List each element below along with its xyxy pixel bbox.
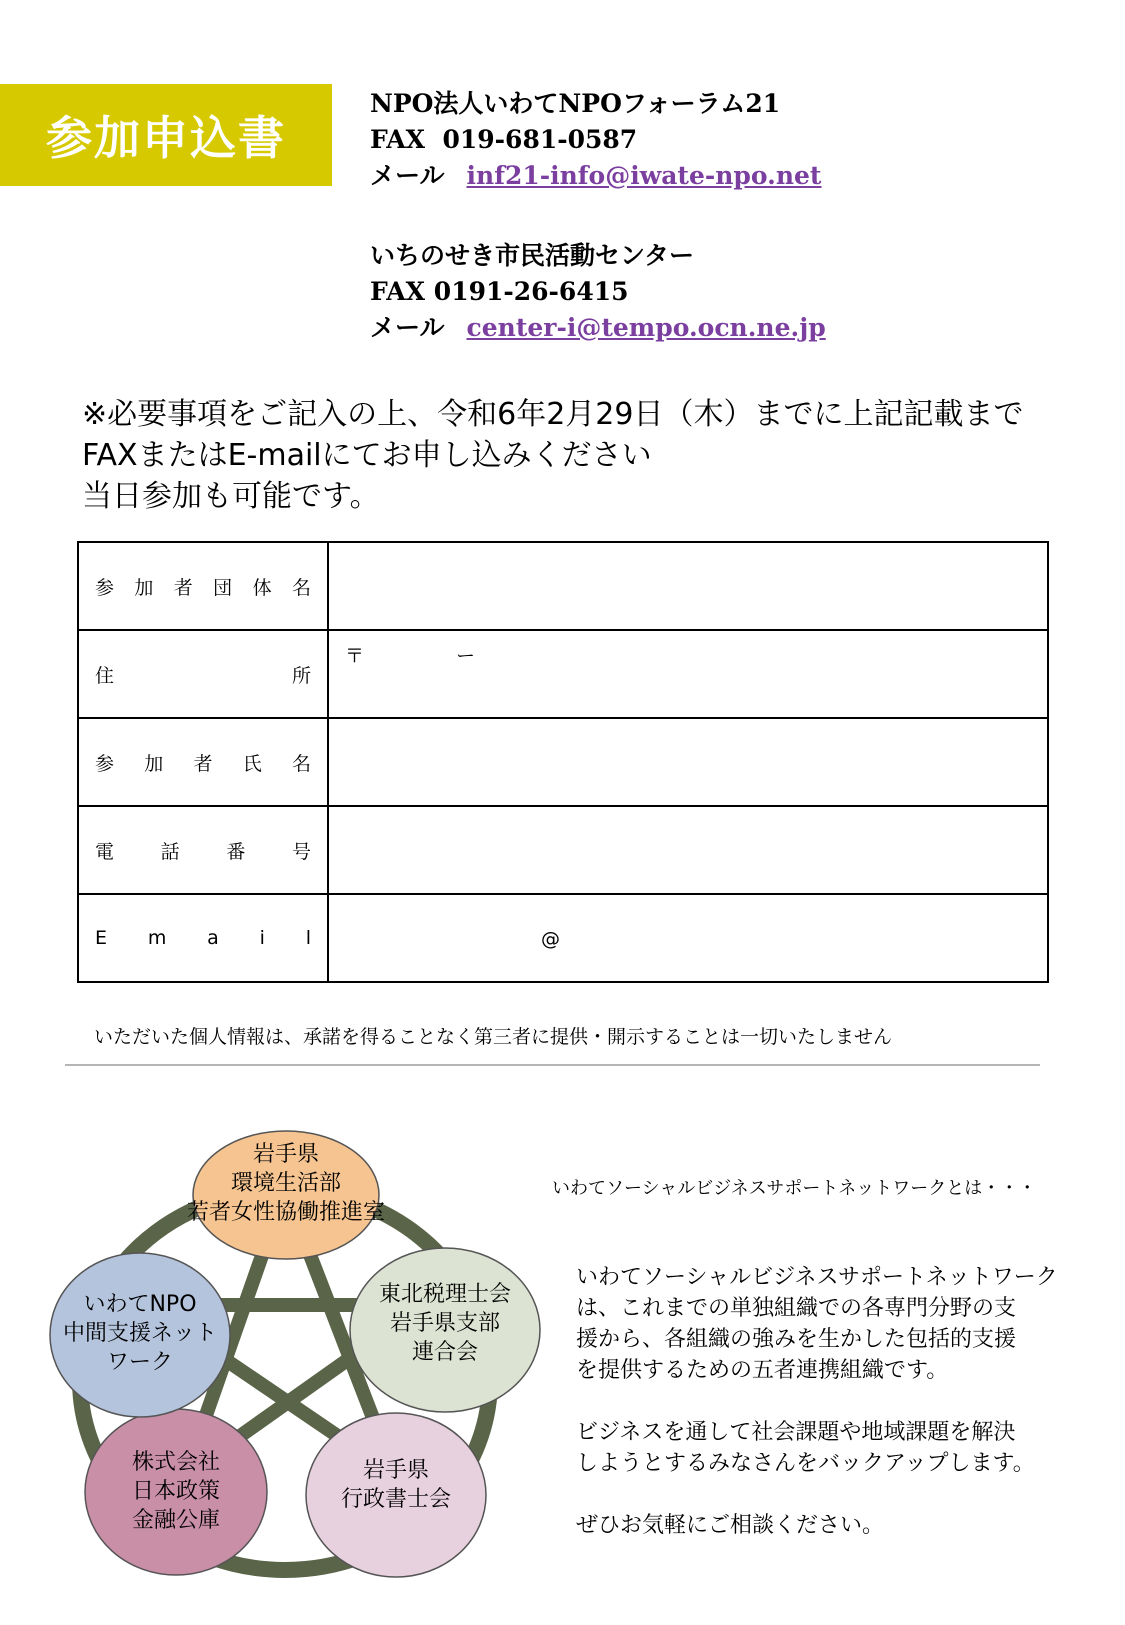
fax-number: 019-681-0587	[442, 125, 638, 154]
description-paragraph: いわてソーシャルビジネスサポートネットワーク は、これまでの単独組織での各専門分野の支 援から、各組織の強みを生かした包括的支援 を提供するための五者連携組織です。	[576, 1265, 1058, 1383]
description-paragraph: ビジネスを通して社会課題や地域課題を解決 しようとするみなさんをバックアップします。	[576, 1420, 1035, 1476]
node-label-tax-accountants: 東北税理士会 岩手県支部 連合会	[378, 1282, 511, 1365]
label-organization-name: 参 加 者 団 体 名	[78, 542, 328, 630]
description-paragraph: ぜひお気軽にご相談ください。	[576, 1513, 885, 1538]
notice-line: 当日参加も可能です。	[82, 479, 380, 514]
contact-mail	[370, 310, 826, 346]
participant-name-field[interactable]	[328, 718, 1048, 806]
mail-label: メール	[370, 313, 445, 342]
notice-line: FAXまたはE-mailにてお申し込みください	[82, 438, 652, 473]
label-email: E m a i l	[78, 894, 328, 982]
label-address: 住 所	[78, 630, 328, 718]
application-form-table	[77, 541, 1049, 983]
email-field[interactable]	[328, 894, 1048, 982]
application-notice	[82, 394, 1023, 517]
label-participant-name: 参 加 者 氏 名	[78, 718, 328, 806]
node-label-finance-corporation: 株式会社 日本政策 金融公庫	[131, 1450, 220, 1533]
node-label-administrative-scriveners: 岩手県 行政書士会	[340, 1458, 451, 1512]
form-row-participant	[78, 718, 1048, 806]
contact-org: NPO法人いわてNPOフォーラム21	[370, 89, 781, 118]
fax-label: FAX	[370, 277, 426, 306]
address-field[interactable]	[328, 630, 1048, 718]
contact-org: いちのせき市民活動センター	[370, 241, 695, 270]
organization-name-field[interactable]	[328, 542, 1048, 630]
network-description	[576, 1262, 1058, 1572]
form-title: 参加申込書	[0, 84, 332, 186]
fax-number: 0191-26-6415	[433, 277, 629, 306]
contact-mail	[370, 158, 821, 194]
contact-block-npo-forum	[370, 86, 821, 194]
privacy-statement: いただいた個人情報は、承諾を得ることなく第三者に提供・開示することは一切いたしません	[94, 1026, 893, 1048]
form-row-phone	[78, 806, 1048, 894]
postal-code-marker: 〒 ー	[345, 645, 476, 667]
notice-line: ※必要事項をご記入の上、令和6年2月29日（木）までに上記記載まで	[82, 397, 1024, 432]
email-link[interactable]: inf21-info@iwate-npo.net	[466, 161, 822, 190]
fax-label: FAX	[370, 125, 426, 154]
node-label-iwate-npo: いわてNPO 中間支援ネット ワーク	[62, 1292, 217, 1375]
node-label-prefecture: 岩手県 環境生活部 若者女性協働推進室	[186, 1142, 385, 1225]
mail-label: メール	[370, 161, 445, 190]
contact-fax	[370, 122, 821, 158]
label-phone-number: 電 話 番 号	[78, 806, 328, 894]
form-row-email	[78, 894, 1048, 982]
section-divider	[65, 1064, 1040, 1066]
form-row-organization	[78, 542, 1048, 630]
contact-block-ichinoseki	[370, 238, 826, 346]
email-link[interactable]: center-i@tempo.ocn.ne.jp	[466, 313, 826, 342]
contact-fax	[370, 274, 826, 310]
form-row-address	[78, 630, 1048, 718]
phone-number-field[interactable]	[328, 806, 1048, 894]
at-sign: @	[541, 928, 560, 950]
network-intro: いわてソーシャルビジネスサポートネットワークとは・・・	[552, 1178, 1037, 1199]
